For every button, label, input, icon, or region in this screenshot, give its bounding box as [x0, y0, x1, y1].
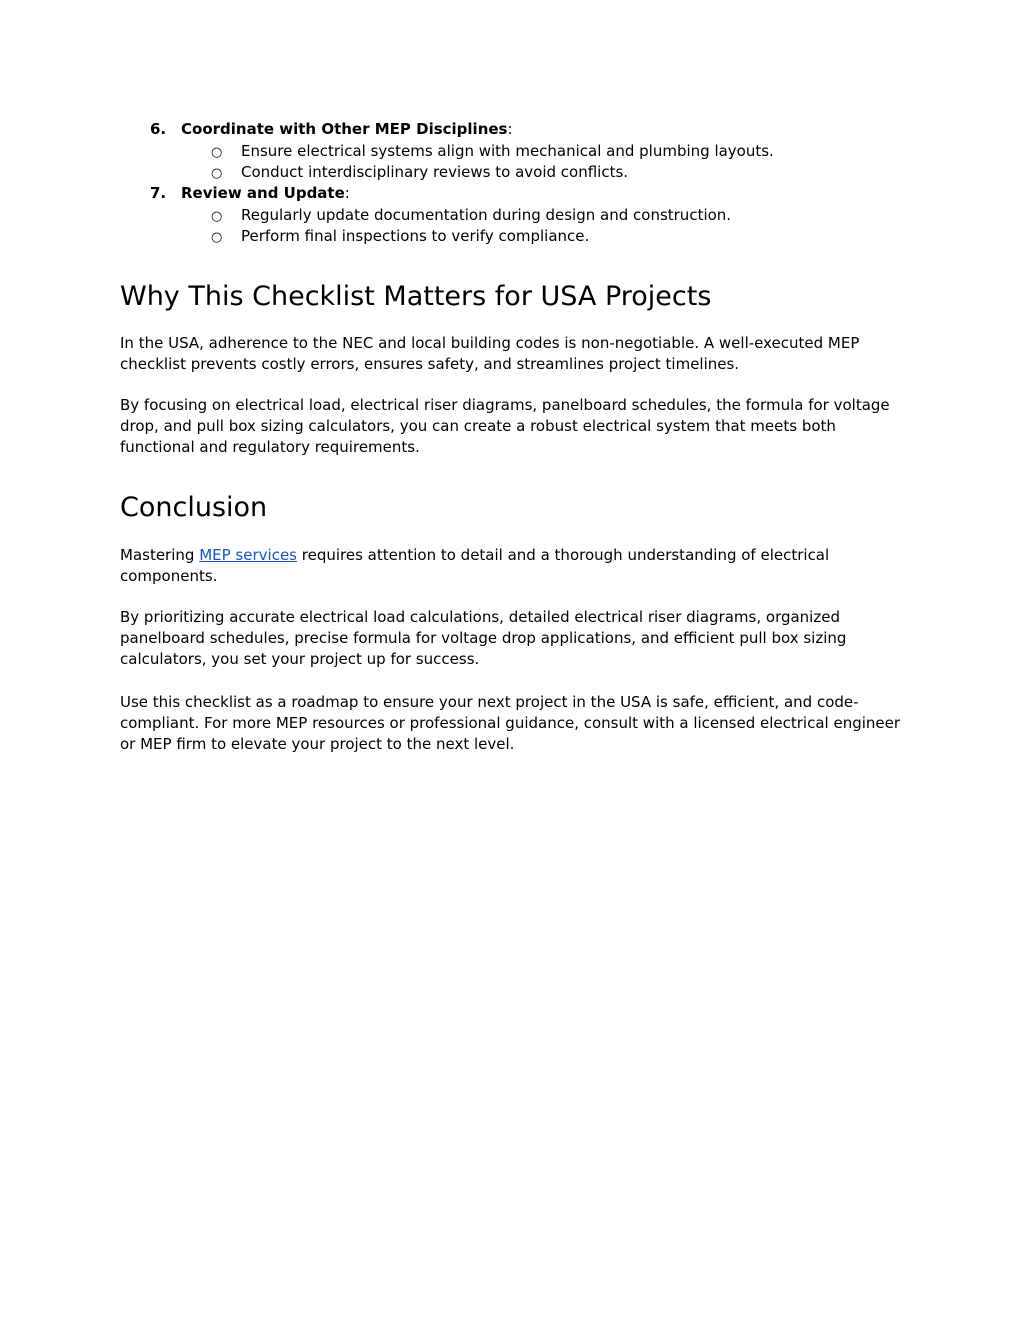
- sub-list-text: Conduct interdisciplinary reviews to avoid conflicts.: [241, 163, 629, 181]
- paragraph: [120, 545, 910, 587]
- hollow-circle-bullet-icon: ○: [211, 209, 223, 224]
- hollow-circle-bullet-icon: ○: [211, 145, 223, 160]
- section-heading-why: Why This Checklist Matters for USA Projects: [120, 281, 712, 312]
- list-item-title: Coordinate with Other MEP Disciplines: [181, 120, 508, 138]
- sub-list-text: Ensure electrical systems align with mechanical and plumbing layouts.: [241, 142, 774, 160]
- list-item-7: [150, 183, 350, 204]
- paragraph: Use this checklist as a roadmap to ensure your next project in the USA is safe, efficient, and code-compliant. For more MEP resources or professional guidance, consult with a licensed electrical engineer or MEP firm to elevate your project to the next level.: [120, 693, 901, 753]
- list-item-6: [150, 119, 513, 140]
- paragraph-text: Mastering: [120, 546, 200, 564]
- list-number: 7.: [150, 184, 167, 202]
- sub-list-text: Regularly update documentation during design and construction.: [241, 206, 732, 224]
- list-number: 6.: [150, 120, 167, 138]
- paragraph: In the USA, adherence to the NEC and local building codes is non-negotiable. A well-executed MEP checklist prevents costly errors, ensures safety, and streamlines project timelines.: [120, 334, 860, 373]
- section-heading-conclusion: Conclusion: [120, 492, 268, 523]
- paragraph-text: requires attention to detail and a thorough understanding of electrical components.: [120, 546, 830, 585]
- sub-list-item: [211, 205, 731, 227]
- list-item-colon: :: [344, 184, 350, 202]
- sub-list-item: [211, 226, 589, 248]
- list-item-title: Review and Update: [181, 184, 345, 202]
- sub-list-item: [211, 141, 774, 163]
- list-item-colon: :: [507, 120, 513, 138]
- mep-services-link[interactable]: MEP services: [199, 546, 297, 564]
- sub-list-text: Perform final inspections to verify compliance.: [241, 227, 590, 245]
- hollow-circle-bullet-icon: ○: [211, 230, 223, 245]
- hollow-circle-bullet-icon: ○: [211, 166, 223, 181]
- paragraph: By prioritizing accurate electrical load calculations, detailed electrical riser diagrams, organized panelboard schedules, precise formula for voltage drop applications, and efficient pull box sizing calculators, you set your project up for success.: [120, 608, 847, 668]
- sub-list-item: [211, 162, 628, 184]
- paragraph: By focusing on electrical load, electrical riser diagrams, panelboard schedules, the formula for voltage drop, and pull box sizing calculators, you can create a robust electrical system that meets both functional and regulatory requirements.: [120, 396, 890, 456]
